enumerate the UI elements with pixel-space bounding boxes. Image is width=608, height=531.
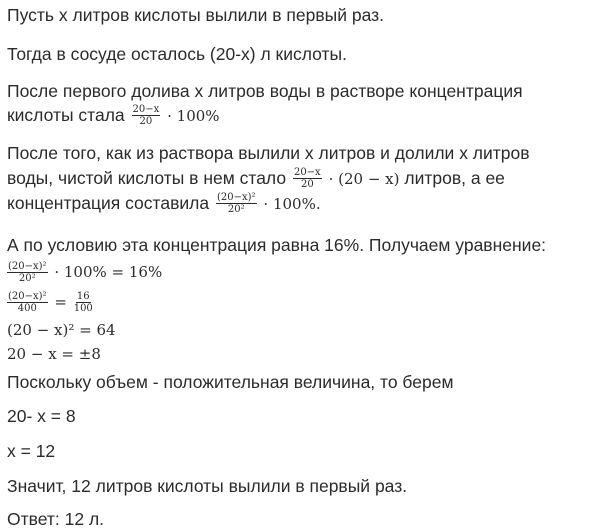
fraction-denominator: 20² <box>18 273 36 284</box>
text-line-6-label: воды, чистой кислоты в нем стало <box>7 168 287 188</box>
equation-3: (20 − x)² = 64 <box>7 321 116 339</box>
fraction-numerator: (20−x)² <box>216 192 256 204</box>
equation-2 <box>7 292 95 314</box>
text-line-16: Значит, 12 литров кислоты вылили в первый раз. <box>7 476 408 496</box>
text-line-4-label: кислоты стала <box>7 105 125 125</box>
math-times-100: · 100% <box>167 107 220 125</box>
text-line-6 <box>7 167 505 190</box>
eq2-equals: = <box>54 293 67 311</box>
math-times-100b: · 100%. <box>263 195 321 213</box>
equation-4: 20 − x = ±8 <box>7 345 101 363</box>
text-line-8: А по условию эта концентрация равна 16%. Получаем уравнение: <box>7 235 547 255</box>
text-line-3: После первого долива х литров воды в растворе концентрация <box>7 81 523 101</box>
text-line-2: Тогда в сосуде осталось (20-х) л кислоты. <box>7 44 347 64</box>
fraction-numerator: 20−x <box>293 167 321 179</box>
eq1-tail: · 100% = 16% <box>54 263 163 281</box>
eq2-fraction-right <box>74 292 93 314</box>
text-line-7-label: концентрация составила <box>7 193 210 213</box>
fraction-denominator: 20 <box>139 116 153 128</box>
text-line-14: 20- х = 8 <box>7 406 76 426</box>
text-line-7 <box>7 192 321 215</box>
fraction-denominator: 20 <box>300 179 314 191</box>
text-line-17: Ответ: 12 л. <box>7 509 105 529</box>
fraction-denominator: 400 <box>17 303 37 314</box>
eq1-fraction <box>7 262 48 284</box>
fraction-concentration-2 <box>216 193 257 215</box>
eq2-fraction-left <box>7 292 48 314</box>
equation-1 <box>7 262 162 284</box>
fraction-numerator: 20−x <box>132 104 160 116</box>
math-acid-tail: · (20 − x) <box>328 170 400 188</box>
fraction-acid <box>293 168 322 190</box>
fraction-denominator: 20² <box>227 204 245 216</box>
text-line-1: Пусть х литров кислоты вылили в первый раз. <box>7 5 384 25</box>
fraction-denominator: 100 <box>73 303 93 314</box>
text-line-15: х = 12 <box>7 441 56 461</box>
text-line-4 <box>7 104 220 127</box>
text-line-6-tail: литров, а ее <box>404 168 505 188</box>
text-line-13: Поскольку объем - положительная величина, то берем <box>7 372 454 392</box>
fraction-numerator: (20−x)² <box>8 291 47 302</box>
fraction-numerator: 16 <box>76 291 90 302</box>
text-line-5: После того, как из раствора вылили х литров и долили х литров <box>7 143 530 163</box>
fraction-concentration-1 <box>132 105 161 127</box>
fraction-numerator: (20−x)² <box>8 261 47 272</box>
